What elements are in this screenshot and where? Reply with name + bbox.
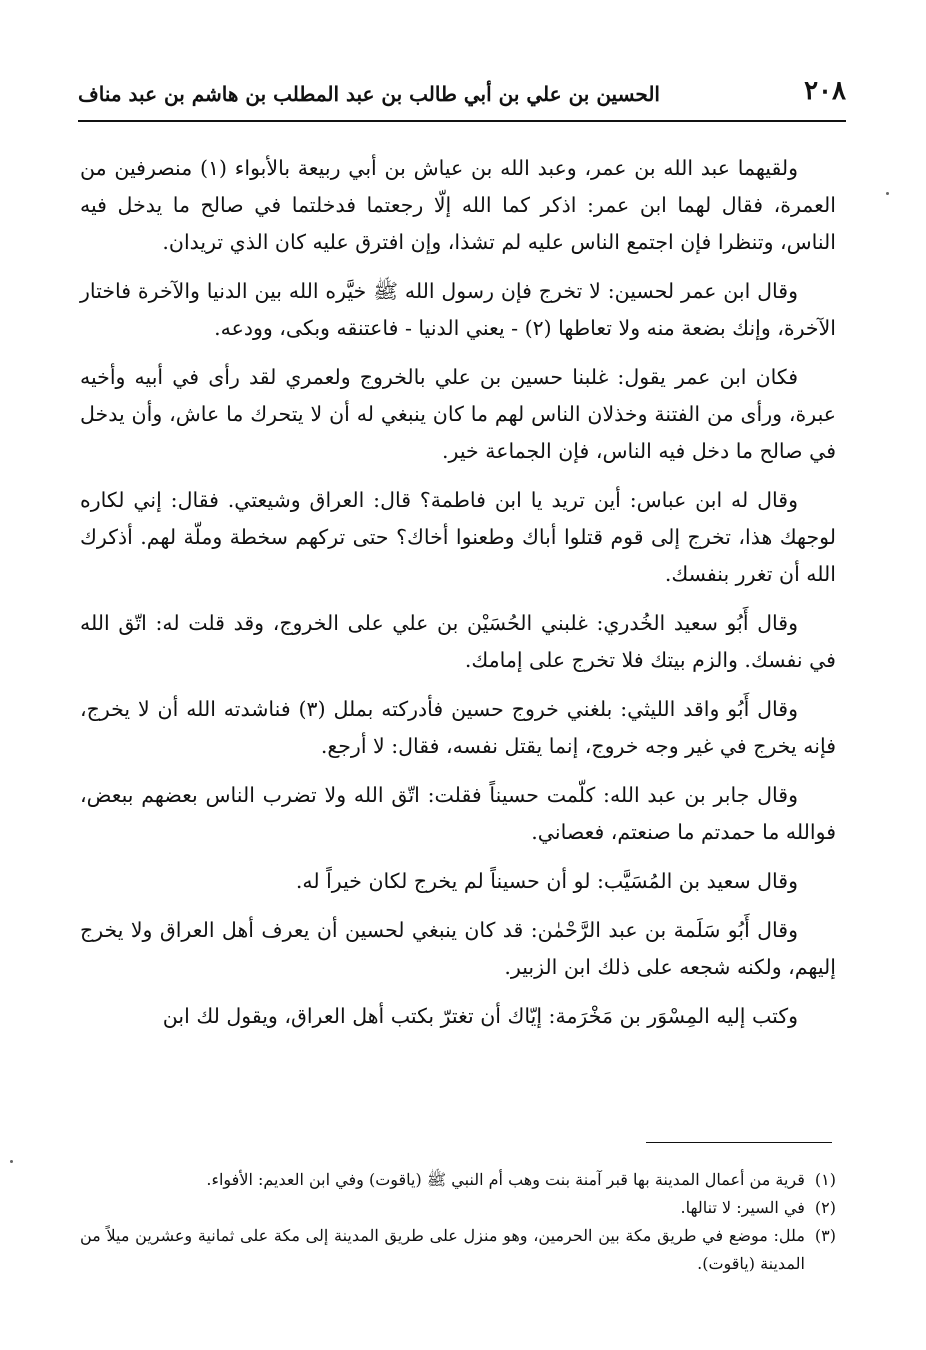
page-number: ٢٠٨ <box>804 76 846 106</box>
scan-speck <box>10 1160 13 1163</box>
footnote-number: (٣) <box>814 1226 836 1245</box>
footnote-number: (١) <box>814 1170 836 1189</box>
scan-speck <box>886 192 889 195</box>
footnotes <box>80 1166 836 1278</box>
footnote-text: ملل: موضع في طريق مكة بين الحرمين، وهو منزل على طريق المدينة إلى مكة على ثمانية وعشرين ميلاً من المدينة (ياقوت). <box>80 1226 805 1273</box>
running-title: الحسين بن علي بن أبي طالب بن عبد المطلب بن هاشم بن عبد مناف <box>78 82 660 106</box>
footnote-text: في السير: لا تنالها. <box>680 1198 805 1217</box>
footnote-separator <box>646 1142 832 1143</box>
footnote-text: قرية من أعمال المدينة بها قبر آمنة بنت وهب أم النبي ﷺ (ياقوت) وفي ابن العديم: الأفواء. <box>206 1170 805 1189</box>
paragraph: وقال أَبُو واقد الليثي: بلغني خروج حسين فأدركته بملل (٣) فناشدته الله أن لا يخرج، فإنه يخرج في غير وجه خروج، إنما يقتل نفسه، فقال: لا أرجع. <box>80 697 836 758</box>
page-header <box>78 74 846 122</box>
paragraph: وقال جابر بن عبد الله: كلّمت حسيناً فقلت: اتّق الله ولا تضرب الناس بعضهم ببعض، فوالله ما حمدتم ما صنعتم، فعصاني. <box>80 783 836 844</box>
footnote-item <box>80 1222 836 1278</box>
paragraph: وقال أَبُو سَلَمة بن عبد الرَّحْمٰن: قد كان ينبغي لحسين أن يعرف أهل العراق ولا يخرج إليهم، ولكنه شجعه على ذلك ابن الزبير. <box>80 918 836 979</box>
main-text <box>80 150 836 1047</box>
paragraph: فكان ابن عمر يقول: غلبنا حسين بن علي بالخروج ولعمري لقد رأى في أبيه وأخيه عبرة، ورأى من الفتنة وخذلان الناس لهم ما كان ينبغي له أن لا يتحرك ما عاش، وأن يدخل في صالح ما دخل فيه الناس، فإن الجماعة خير. <box>80 365 836 463</box>
paragraph: وقال له ابن عباس: أين تريد يا ابن فاطمة؟ قال: العراق وشيعتي. فقال: إني لكاره لوجهك هذا، تخرج إلى قوم قتلوا أباك وطعنوا أخاك؟ حتى تركهم سخطة وملّة لهم. أذكرك الله أن تغرر بنفسك. <box>80 488 836 586</box>
footnote-item <box>80 1194 836 1222</box>
paragraph: وقال ابن عمر لحسين: لا تخرج فإن رسول الله ﷺ خيَّره الله بين الدنيا والآخرة فاختار الآخرة، وإنك بضعة منه ولا تعاطها (٢) - يعني الدنيا - فاعتنقه وبكى، وودعه. <box>80 279 836 340</box>
paragraph: وكتب إليه المِسْوَر بن مَخْرَمة: إيّاك أن تغترّ بكتب أهل العراق، ويقول لك ابن <box>162 1004 798 1028</box>
paragraph: وقال أَبُو سعيد الخُدري: غلبني الحُسَيْن بن علي على الخروج، وقد قلت له: اتّق الله في نفسك. والزم بيتك فلا تخرج على إمامك. <box>80 611 836 672</box>
paragraph: ولقيهما عبد الله بن عمر، وعبد الله بن عياش بن أبي ربيعة بالأبواء (١) منصرفين من العمرة، فقال لهما ابن عمر: اذكر كما الله إلّا رجعتما فدخلتما في صالح ما يدخل فيه الناس، وتنظرا فإن اجتمع الناس عليه لم تشذا، وإن افترق عليه كان الذي تريدان. <box>80 156 836 254</box>
footnote-item <box>80 1166 836 1194</box>
paragraph: وقال سعيد بن المُسَيَّب: لو أن حسيناً لم يخرج لكان خيراً له. <box>295 869 798 893</box>
footnote-number: (٢) <box>814 1198 836 1217</box>
